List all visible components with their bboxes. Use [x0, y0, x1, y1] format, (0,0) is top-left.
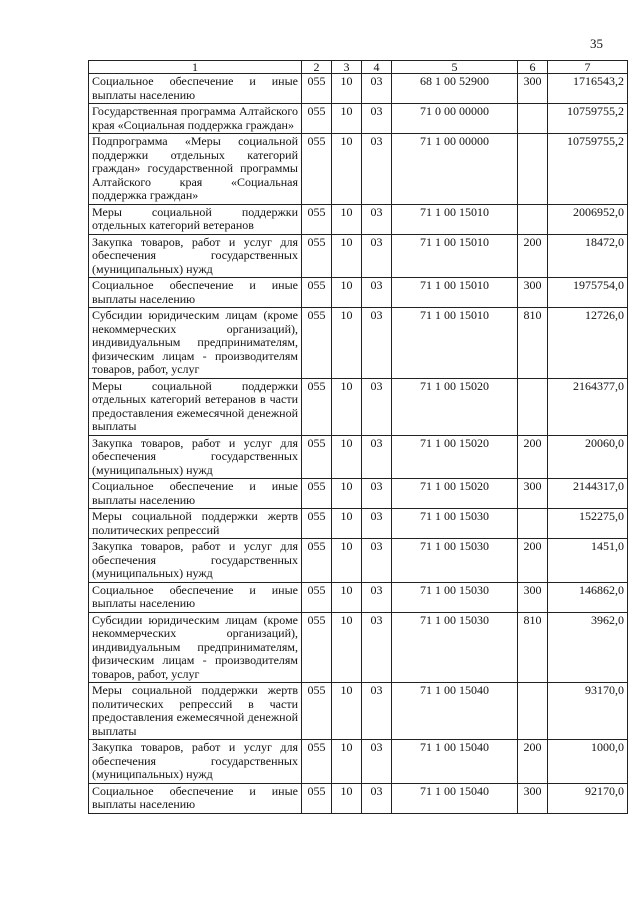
- column-header: 4: [362, 61, 392, 74]
- target-item-code: 71 1 00 15010: [392, 278, 518, 308]
- column-header: 3: [332, 61, 362, 74]
- expense-type-code: 810: [518, 612, 548, 683]
- subsection-code: 03: [362, 479, 392, 509]
- subsection-code: 03: [362, 104, 392, 134]
- section-code: 10: [332, 134, 362, 205]
- subsection-code: 03: [362, 740, 392, 784]
- row-description: Социальное обеспечение и иные выплаты населению: [89, 278, 302, 308]
- table-row: [89, 582, 628, 612]
- expense-type-code: 200: [518, 435, 548, 479]
- ministry-code: 055: [302, 683, 332, 740]
- amount-cell: 1716543,2: [548, 74, 628, 104]
- ministry-code: 055: [302, 74, 332, 104]
- table-row: [89, 74, 628, 104]
- subsection-code: 03: [362, 612, 392, 683]
- section-code: 10: [332, 582, 362, 612]
- table-row: [89, 308, 628, 379]
- expense-type-code: [518, 104, 548, 134]
- target-item-code: 71 1 00 15040: [392, 740, 518, 784]
- column-header: 1: [89, 61, 302, 74]
- ministry-code: 055: [302, 435, 332, 479]
- row-description: Меры социальной поддержки жертв политических репрессий: [89, 509, 302, 539]
- subsection-code: 03: [362, 378, 392, 435]
- amount-cell: 10759755,2: [548, 134, 628, 205]
- ministry-code: 055: [302, 104, 332, 134]
- amount-cell: 152275,0: [548, 509, 628, 539]
- row-description: Субсидии юридическим лицам (кроме некоммерческих организаций), индивидуальным предпринимателям, физическим лицам - производителям товаров, работ, услуг: [89, 308, 302, 379]
- expense-type-code: [518, 204, 548, 234]
- subsection-code: 03: [362, 783, 392, 813]
- section-code: 10: [332, 740, 362, 784]
- ministry-code: 055: [302, 204, 332, 234]
- subsection-code: 03: [362, 308, 392, 379]
- target-item-code: 71 1 00 00000: [392, 134, 518, 205]
- amount-cell: 20060,0: [548, 435, 628, 479]
- row-description: Закупка товаров, работ и услуг для обеспечения государственных (муниципальных) нужд: [89, 740, 302, 784]
- amount-cell: 3962,0: [548, 612, 628, 683]
- subsection-code: 03: [362, 74, 392, 104]
- expense-type-code: 300: [518, 278, 548, 308]
- ministry-code: 055: [302, 308, 332, 379]
- ministry-code: 055: [302, 378, 332, 435]
- table-row: [89, 278, 628, 308]
- amount-cell: 1451,0: [548, 539, 628, 583]
- expense-type-code: 300: [518, 582, 548, 612]
- table-row: [89, 612, 628, 683]
- amount-cell: 1000,0: [548, 740, 628, 784]
- table-row: [89, 539, 628, 583]
- target-item-code: 71 1 00 15030: [392, 539, 518, 583]
- section-code: 10: [332, 612, 362, 683]
- target-item-code: 71 1 00 15020: [392, 435, 518, 479]
- table-row: [89, 479, 628, 509]
- subsection-code: 03: [362, 204, 392, 234]
- row-description: Социальное обеспечение и иные выплаты населению: [89, 582, 302, 612]
- subsection-code: 03: [362, 134, 392, 205]
- row-description: Социальное обеспечение и иные выплаты населению: [89, 479, 302, 509]
- expense-type-code: [518, 683, 548, 740]
- ministry-code: 055: [302, 278, 332, 308]
- column-header: 7: [548, 61, 628, 74]
- table-row: [89, 783, 628, 813]
- target-item-code: 71 1 00 15020: [392, 378, 518, 435]
- table-row: [89, 683, 628, 740]
- section-code: 10: [332, 308, 362, 379]
- subsection-code: 03: [362, 683, 392, 740]
- section-code: 10: [332, 479, 362, 509]
- section-code: 10: [332, 435, 362, 479]
- section-code: 10: [332, 74, 362, 104]
- table-row: [89, 435, 628, 479]
- target-item-code: 68 1 00 52900: [392, 74, 518, 104]
- ministry-code: 055: [302, 539, 332, 583]
- subsection-code: 03: [362, 234, 392, 278]
- column-header: 6: [518, 61, 548, 74]
- table-row: [89, 104, 628, 134]
- target-item-code: 71 1 00 15030: [392, 509, 518, 539]
- ministry-code: 055: [302, 612, 332, 683]
- target-item-code: 71 1 00 15010: [392, 204, 518, 234]
- ministry-code: 055: [302, 479, 332, 509]
- table-row: [89, 134, 628, 205]
- target-item-code: 71 1 00 15010: [392, 234, 518, 278]
- subsection-code: 03: [362, 582, 392, 612]
- target-item-code: 71 1 00 15020: [392, 479, 518, 509]
- target-item-code: 71 1 00 15040: [392, 683, 518, 740]
- ministry-code: 055: [302, 740, 332, 784]
- expense-type-code: 200: [518, 740, 548, 784]
- expense-type-code: 300: [518, 479, 548, 509]
- ministry-code: 055: [302, 234, 332, 278]
- section-code: 10: [332, 683, 362, 740]
- subsection-code: 03: [362, 509, 392, 539]
- column-header: 2: [302, 61, 332, 74]
- expense-type-code: 300: [518, 783, 548, 813]
- row-description: Закупка товаров, работ и услуг для обеспечения государственных (муниципальных) нужд: [89, 539, 302, 583]
- subsection-code: 03: [362, 435, 392, 479]
- page-number: 35: [590, 36, 603, 51]
- table-row: [89, 509, 628, 539]
- target-item-code: 71 1 00 15030: [392, 582, 518, 612]
- amount-cell: 18472,0: [548, 234, 628, 278]
- row-description: Закупка товаров, работ и услуг для обеспечения государственных (муниципальных) нужд: [89, 234, 302, 278]
- expense-type-code: 200: [518, 234, 548, 278]
- table-row: [89, 234, 628, 278]
- section-code: 10: [332, 104, 362, 134]
- table-body: [89, 74, 628, 814]
- amount-cell: 92170,0: [548, 783, 628, 813]
- row-description: Меры социальной поддержки отдельных категорий ветеранов: [89, 204, 302, 234]
- row-description: Подпрограмма «Меры социальной поддержки отдельных категорий граждан» государственной программы Алтайского края «Социальная поддержка граждан»: [89, 134, 302, 205]
- subsection-code: 03: [362, 539, 392, 583]
- table-row: [89, 378, 628, 435]
- section-code: 10: [332, 278, 362, 308]
- expense-type-code: 810: [518, 308, 548, 379]
- section-code: 10: [332, 234, 362, 278]
- expense-type-code: [518, 134, 548, 205]
- budget-table: [88, 60, 628, 814]
- ministry-code: 055: [302, 509, 332, 539]
- amount-cell: 12726,0: [548, 308, 628, 379]
- target-item-code: 71 1 00 15040: [392, 783, 518, 813]
- subsection-code: 03: [362, 278, 392, 308]
- ministry-code: 055: [302, 134, 332, 205]
- expense-type-code: [518, 378, 548, 435]
- expense-type-code: 200: [518, 539, 548, 583]
- section-code: 10: [332, 509, 362, 539]
- section-code: 10: [332, 783, 362, 813]
- section-code: 10: [332, 378, 362, 435]
- expense-type-code: 300: [518, 74, 548, 104]
- table-header-row: [89, 61, 628, 74]
- amount-cell: 93170,0: [548, 683, 628, 740]
- amount-cell: 10759755,2: [548, 104, 628, 134]
- row-description: Закупка товаров, работ и услуг для обеспечения государственных (муниципальных) нужд: [89, 435, 302, 479]
- target-item-code: 71 0 00 00000: [392, 104, 518, 134]
- target-item-code: 71 1 00 15030: [392, 612, 518, 683]
- row-description: Государственная программа Алтайского края «Социальная поддержка граждан»: [89, 104, 302, 134]
- amount-cell: 2144317,0: [548, 479, 628, 509]
- row-description: Меры социальной поддержки отдельных категорий ветеранов в части предоставления ежемесячной денежной выплаты: [89, 378, 302, 435]
- row-description: Меры социальной поддержки жертв политических репрессий в части предоставления ежемесячной денежной выплаты: [89, 683, 302, 740]
- ministry-code: 055: [302, 783, 332, 813]
- expense-type-code: [518, 509, 548, 539]
- row-description: Социальное обеспечение и иные выплаты населению: [89, 74, 302, 104]
- row-description: Социальное обеспечение и иные выплаты населению: [89, 783, 302, 813]
- table-row: [89, 740, 628, 784]
- amount-cell: 146862,0: [548, 582, 628, 612]
- table-row: [89, 204, 628, 234]
- target-item-code: 71 1 00 15010: [392, 308, 518, 379]
- amount-cell: 2164377,0: [548, 378, 628, 435]
- row-description: Субсидии юридическим лицам (кроме некоммерческих организаций), индивидуальным предпринимателям, физическим лицам - производителям товаров, работ, услуг: [89, 612, 302, 683]
- ministry-code: 055: [302, 582, 332, 612]
- section-code: 10: [332, 204, 362, 234]
- section-code: 10: [332, 539, 362, 583]
- column-header: 5: [392, 61, 518, 74]
- amount-cell: 1975754,0: [548, 278, 628, 308]
- amount-cell: 2006952,0: [548, 204, 628, 234]
